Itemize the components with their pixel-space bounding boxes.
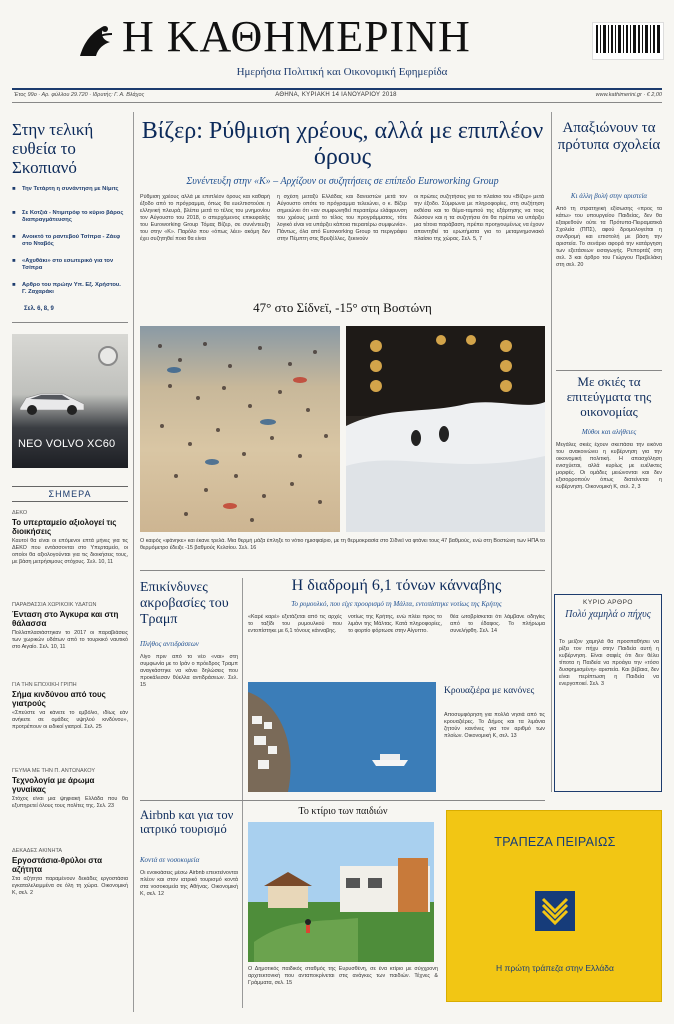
today-label: ΣΗΜΕΡΑ xyxy=(48,489,92,499)
photo-story xyxy=(140,296,545,572)
schools-headline[interactable]: Απαξιώνουν τα πρότυπα σχολεία xyxy=(557,120,661,153)
section-kicker: ΔΕΚΑΔΕΣ ΑΚΙΝΗΤΑ xyxy=(12,848,63,854)
bank-name: ΤΡΑΠΕΖΑ ΠΕΙΡΑΙΩΣ xyxy=(494,835,616,849)
column-divider xyxy=(551,112,552,792)
island-photo xyxy=(248,682,436,792)
cannabis-headline[interactable]: Η διαδρομή 6,1 τόνων κάνναβης xyxy=(291,577,502,594)
issue-info: Έτος 99ο · Αρ. φύλλου 29.720 · Ιδρυτής: Γ. Α. Βλάχος xyxy=(14,92,145,98)
main-headline[interactable]: Βίζερ: Ρύθμιση χρέους, αλλά με επιπλέον όρους xyxy=(141,118,544,170)
divider xyxy=(140,570,545,571)
main-subtitle: Συνέντευξη στην «Κ» – Αρχίζουν οι συζητήσεις σε επίπεδο Euroworking Group xyxy=(186,176,499,187)
masthead-title: Η ΚΑΘΗΜΕΡΙΝΗ xyxy=(122,12,471,61)
item-text: Πολλαπλασιάστηκαν το 2017 οι παραβιάσεις των χωρικών υδάτων από το τουρκικό ναυτικό στο Αιγαίο. Σελ. 10, 11 xyxy=(12,630,128,650)
ship-headline[interactable]: Κρουαζιέρα με κανόνες xyxy=(444,686,535,696)
item-title[interactable]: Το υπερταμείο αξιολογεί τις διοικήσεις xyxy=(12,518,117,536)
trump-headline[interactable]: Επικίνδυνες ακροβασίες του Τραμπ xyxy=(140,580,229,627)
school-caption: Ο Δημοτικός παιδικός σταθμός της Ευρυσθένη, σε ένα κτίριο με σύγχρονη αρχιτεκτονική που ανταποκρίνεται στις ανάγκες των παιδιών. Τέχνες & Γράμματα, σελ. 15 xyxy=(248,966,438,986)
boston-snow-photo xyxy=(346,326,545,532)
bank-ad[interactable] xyxy=(446,810,662,1002)
school-story xyxy=(248,804,438,1014)
economy-headline[interactable]: Με σκιές τα επιτεύγματα της οικονομίας xyxy=(566,374,652,419)
masthead xyxy=(0,0,674,98)
item-title[interactable]: Ένταση στο Άγκυρα και στη θάλασσα xyxy=(12,610,119,628)
trump-text: Λίγο πριν από το νέο «ναι» στη συμφωνία με το Ιράν ο πρόεδρος Τραμπ αναγκάστηκε να κάνει δηλώσεις που προκάλεσαν θύελλα αντιδράσεων. Σελ. 15 xyxy=(140,654,238,688)
right-column xyxy=(556,108,662,798)
main-story xyxy=(140,108,545,320)
airbnb-story xyxy=(140,804,238,1014)
section-kicker: ΠΑΡΑΘΑΣΣΙΑ ΧΩΡΙΚΟΙΚ ΥΔΑΤΩΝ xyxy=(12,602,97,608)
divider xyxy=(556,370,662,371)
volvo-ad[interactable] xyxy=(12,334,128,468)
economy-text: Μεγάλες σκιές έχουν σκεπάσει την εικόνα του ανακοινώνει η κυβέρνηση για την οικονομική πολιτική. Η απασχόληση ενισχύεται, αλλά κυρίως με ευέλικτες μορφές. Οι ομάδες μειώνονται και δεν εξισορροπούν όπως διατείνεται η κυβέρνηση. Οικονομική Κ, σελ. 2, 3 xyxy=(556,442,662,490)
divider xyxy=(12,322,128,323)
divider xyxy=(140,800,545,801)
trump-byline: Πλήθος αντιδράσεων xyxy=(140,640,199,648)
school-photo xyxy=(248,822,434,962)
top-rule xyxy=(12,102,662,103)
barcode xyxy=(592,22,664,60)
cannabis-col-2: νοτίως της Κρήτης, ενώ πλέει προς το λιμάνι της Μάλτας. Κατά πληροφορίες, το φορτίο φόρτωσε στην Αίγυπτο. xyxy=(348,614,442,634)
item-text: Στα αζήτητα παραμένουν δεκάδες εργοστάσια εγκαταλελειμμένα σε όλη τη χώρα. Οικονομική Κ, σελ. 2 xyxy=(12,876,128,896)
item-title[interactable]: Τεχνολογία με άρωμα γυναίκας xyxy=(12,776,95,794)
masthead-subtitle: Ημερήσια Πολιτική και Οικονομική Εφημερίδα xyxy=(236,66,448,78)
airbnb-headline[interactable]: Airbnb και για τον ιατρικό τουρισμό xyxy=(140,808,234,836)
cannabis-col-1: «Καρέ καρέ» εξετάζεται από τις αρχές το ταξίδι του ρυμουλκού που εντοπίστηκε με 6,1 τόνους κάνναβης. xyxy=(248,614,342,634)
bank-tagline: Η πρώτη τράπεζα στην Ελλάδα xyxy=(496,963,614,973)
item-text: Στόχος είναι μια ψηφιακή Ελλάδα που θα εξυπηρετεί όλους τους πολίτες της. Σελ. 23 xyxy=(12,796,128,809)
masthead-logo-icon xyxy=(74,18,118,62)
cannabis-col-3: θέα ωτοβρίσκεται ότι λάμβανε οδηγίες από το έδαφος. Το πλήρωμα συνελήφθη. Σελ. 14 xyxy=(450,614,545,634)
dateline: ΑΘΗΝΑ, ΚΥΡΙΑΚΗ 14 ΙΑΝΟΥΑΡΙΟΥ 2018 xyxy=(275,92,397,98)
schools-text: Από τη στρατηγική εξίσωσης «προς τα κάτω» του υπουργείου Παιδείας, δεν θα εξαιρεθούν ούτε τα Πρότυπα-Πειραματικά Σχολεία (ΠΠΣ), αφού δρομολογείται η συνδρομή και επιστολή με βάση την αριστεία. Το σενάριο αφορά την κατάργηση των εξετάσεων εισαγωγής. Ρεπορτάζ στη σελ. 3 και άρθρο του Γιώργου Πρεβελάκη στη σελ. 20 xyxy=(556,206,662,268)
main-col-3: οι πρώτες συζητήσεις για το πλαίσιο του «Βίζερ» μετά την έξοδο. Σύμφωνα με πληροφορίες, στη συζήτηση εκθέσει και το θέμα-ταμπού της εξάρτησης να τους δώσουν και η τα συζητήσει ότι θα πρέπει να υπάρξει μια τέτοια παράβαση, πρέπει προηγουμένως να έχουν απαντηθεί τα ερωτήματα για το μεταμνημονιακό πλαίσιο της χώρας. Σελ. 5, 7 xyxy=(414,194,544,242)
bank-ad-inner xyxy=(457,821,653,993)
volvo-logo-icon xyxy=(98,346,118,366)
item-text: Καυτοί θα είναι οι επόμενοι επτά μήνες για τις ΔΕΚΟ που εντάσσονται στο Υπερταμείο, οι οποίοι θα αξιολογούνται για τις διοικήσεις τους, με βάση μετρήσιμους στόχους. Σελ. 10, 11 xyxy=(12,538,128,565)
lead-ref: Σελ. 6, 8, 9 xyxy=(24,306,54,312)
ad-headline: NEO VOLVO XC60 xyxy=(18,438,116,450)
car-image xyxy=(16,386,88,416)
airbnb-text: Οι ενοικιάσεις μέσω Airbnb επεκτείνονται πλέον και στον ιατρικό τουρισμό κοντά στα νοσοκομεία της Αθήνας. Οικονομική Κ, σελ. 12 xyxy=(140,870,238,897)
editorial-box xyxy=(554,594,662,792)
photo-caption: Ο καιρός «φάνηκε» και έκανε τρελά. Μια θερμή μάζα έπληξε το νότιο ημισφαίριο, με τη θερμοκρασία στο Σίδνεϊ να φτάνει τους 47 βαθμούς, ενώ στη Βοστώνη των ΗΠΑ το θερμόμετρο έδειξε -15 βαθμούς Κελσίου. Σελ. 16 xyxy=(140,538,545,551)
sydney-beach-photo xyxy=(140,326,340,532)
photo-story-title: 47° στο Σίδνεϊ, -15° στη Βοστώνη xyxy=(253,300,432,315)
cannabis-subtitle: Το ρυμουλκό, που είχε προορισμό τη Μάλτα, εντοπίστηκε νοτίως της Κρήτης xyxy=(291,600,502,608)
masthead-rule xyxy=(12,88,662,90)
today-banner xyxy=(12,486,128,502)
ship-text: Αποσυμφόρηση για πολλά νησιά από τις κρουαζιέρες. Το Δήμος και τα λιμάνια ζητούν κανόνες για τον αριθμό των πλοίων. Οικονομική Κ, σελ. 13 xyxy=(444,712,545,739)
economy-byline: Μύθοι και αλήθειες xyxy=(581,428,637,436)
section-kicker: ΓΕΥΜΑ ΜΕ ΤΗΝ Π. ΑΝΤΩΝΑΚΟΥ xyxy=(12,768,95,774)
item-text: «Σπεύστε να κάνετε το εμβόλιο, ιδίως εάν ανήκετε σε ομάδες υψηλού κινδύνου», προτρέπουν οι ειδικοί γιατροί. Σελ. 25 xyxy=(12,710,128,730)
cannabis-story xyxy=(248,574,545,800)
item-title[interactable]: Εργοστάσια-θρύλοι στα αζήτητα xyxy=(12,856,102,874)
item-title[interactable]: Σήμα κινδύνου από τους γιατρούς xyxy=(12,690,106,708)
trump-story xyxy=(140,574,238,800)
section-kicker: ΓΙΑ ΤΗΝ ΕΠΟΧΙΚΗ ΓΡΙΠΗ xyxy=(12,682,77,688)
editorial-kicker: ΚΥΡΙΟ ΑΡΘΡΟ xyxy=(583,599,633,606)
schools-byline: Κι άλλη βολή στην αριστεία xyxy=(570,192,648,200)
school-title: Το κτίριο των παιδιών xyxy=(298,806,388,817)
bank-logo-icon xyxy=(535,891,575,931)
lead-title: Στην τελική ευθεία το Σκοπιανό xyxy=(12,120,94,177)
editorial-text: Το μείζον χαμηλά θα προσπαθήσει να ρίξει τον πήχυ στην Παιδεία αυτή η κυβέρνηση. Είναι σαφές ότι δεν θέλει τίποτα η Παιδεία να προάγει την «τόσο δυσφημισμένη» αριστεία. Και βέβαια, δεν είναι περίπτωση η Παιδεία να ενεργοποιεί. Σελ. 3 xyxy=(559,639,659,687)
airbnb-byline: Κοντά σε νοσοκομεία xyxy=(140,856,200,864)
left-column: Στην τελική ευθεία το Σκοπιανό ■ Την Τετάρτη η συνάντηση με Νίμιτς ■ Σε Κοτζιά - Ντιμιτρόφ το κύριο βάρος διαπραγμάτευσης ■ Ανοικτό το ραντεβού Τσίπρα - Ζάεφ στο Νταβός ■ «Αχυθάκι» στο εσωτερικό για τον Τσίπρα ■ Αρθρο του πρώην Υπ. Εξ. Χρήστου. Γ. Ζαχαράκι Σελ. 6, 8, 9 NEO VOLVO XC60 ΣΗΜΕΡΑ ΔΕΚΟ Το υπερταμείο αξιολογεί τις διοικήσεις Καυτοί θα είναι οι επόμενοι επτά μήνες για τις ΔΕΚΟ που εντάσσονται στο Υπερταμείο, οι οποίοι θα αξιολογούνται για τις διοικήσεις τους, με βάση μετρήσιμους στόχους. Σελ. 10, 11 ΠΑΡΑΘΑΣΣΙΑ ΧΩΡΙΚΟΙΚ ΥΔΑΤΩΝ Ένταση στο Άγκυρα και στη θάλασσα Πολλαπλασιάστηκαν το 2017 οι παραβιάσεις των χωρικών υδάτων από το τουρκικό ναυτικό στο Αιγαίο. Σελ. 10, 11 ΓΙΑ ΤΗΝ ΕΠΟΧΙΚΗ ΓΡΙΠΗ Σήμα κινδύνου από τους γιατρούς «Σπεύστε να κάνετε το εμβόλιο, ιδίως εάν ανήκετε σε ομάδες υψηλού κινδύνου», προτρέπουν οι ειδικοί γιατροί. Σελ. 25 ΓΕΥΜΑ ΜΕ ΤΗΝ Π. ΑΝΤΩΝΑΚΟΥ Τεχνολογία με άρωμα γυναίκας Στόχος είναι μια ψηφιακή Ελλάδα που θα εξυπηρετεί όλους τους πολίτες της. Σελ. 23 ΔΕΚΑΔΕΣ ΑΚΙΝΗΤΑ Εργοστάσια-θρύλοι στα αζήτητα Στα αζήτητα παραμένουν δεκάδες εργοστάσια εγκαταλελειμμένα σε όλη τη χώρα. Οικονομική Κ, σελ. 2 xyxy=(12,108,128,1018)
column-divider xyxy=(133,112,134,1012)
site-price: www.kathimerini.gr · € 2,00 xyxy=(595,92,662,98)
main-col-2: η σχέση μεταξύ Ελλάδας και δανειστών μετά τον Αύγουστο οπότε το πρόγραμμα τελειώνει, ο κ. Βίζερ σημειώνει ότι «αν συμφωνηθεί περαιτέρω ελάφρυνση του χρέους μετά το τέλος του προγράμματος, τότε λογικό είναι να υπάρξει κάποια περαιτέρω συμφωνία». Πάντως, όλα από Euroworking Group τα περιγράφει στην Πέμπτη στις Βρυξέλλες, ξεκινούν xyxy=(277,194,407,242)
main-col-1: Ρύθμιση χρέους αλλά με επιπλέον όρους και καθαρή έξοδο από το πρόγραμμα, όπως θα ευελπιστούσε η ελληνική πλευρά, βλέπει μετά το τέλος του μνημονίου τον Αύγουστο του 2018, ο απερχόμενος επικεφαλής του Euroworking Group Τόμας Βίζερ, σε συνέντευξη του στην «Κ». Παρόλο που «όπως λέει» ακόμη δεν έχει συζητηθεί ποια θα είναι xyxy=(140,194,270,242)
editorial-title[interactable]: Πολύ χαμηλά ο πήχυς xyxy=(565,609,651,620)
column-divider xyxy=(242,578,243,1008)
section-kicker: ΔΕΚΟ xyxy=(12,510,28,516)
